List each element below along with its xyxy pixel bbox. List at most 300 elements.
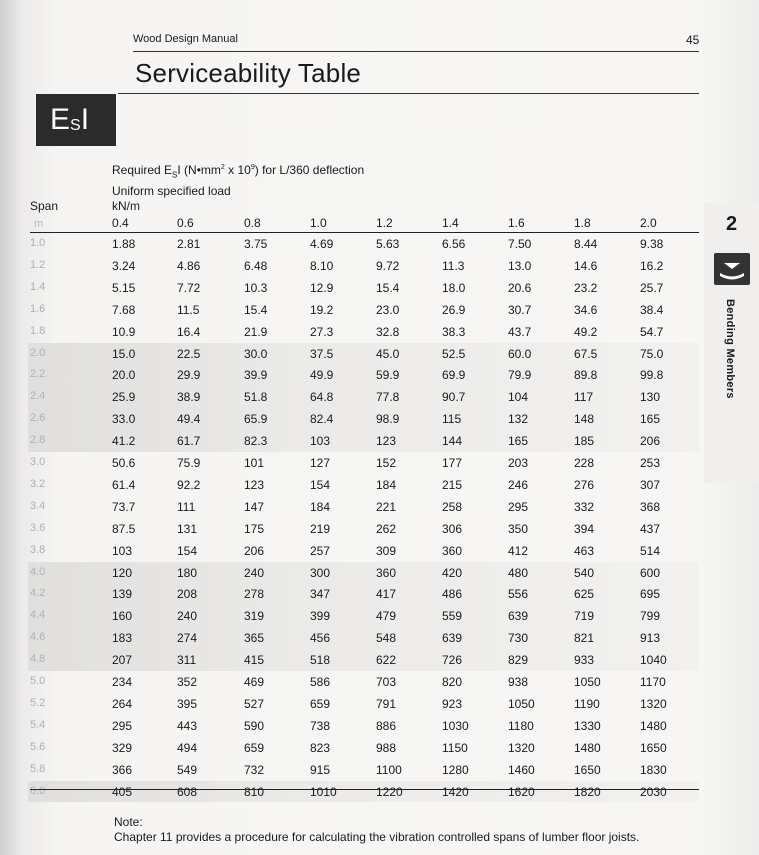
esi-value-cell: 1650	[640, 740, 667, 755]
esi-value-cell: 1.88	[112, 237, 136, 251]
esi-value-cell: 394	[574, 521, 595, 536]
table-row	[0, 562, 759, 584]
load-header-cell: 1.8	[574, 216, 591, 230]
esi-value-cell: 21.9	[244, 324, 268, 339]
esi-value-cell: 4.86	[177, 258, 201, 273]
esi-value-cell: 115	[442, 412, 462, 427]
esi-value-cell: 7.72	[177, 280, 201, 295]
load-header-cell: 0.6	[177, 216, 194, 230]
esi-value-cell: 829	[508, 653, 529, 668]
table-row	[0, 277, 759, 299]
esi-value-cell: 2.81	[177, 237, 201, 251]
esi-value-cell: 1220	[376, 784, 403, 799]
esi-value-cell: 307	[640, 477, 661, 492]
esi-value-cell: 144	[442, 434, 463, 449]
esi-value-cell: 366	[112, 762, 133, 777]
esi-value-cell: 148	[574, 412, 595, 427]
esi-value-cell: 586	[310, 675, 331, 689]
esi-value-cell: 548	[376, 631, 397, 646]
esi-value-cell: 494	[177, 740, 198, 755]
esi-value-cell: 111	[177, 499, 196, 514]
esi-value-cell: 207	[112, 653, 133, 668]
esi-value-cell: 22.5	[177, 346, 201, 361]
esi-value-cell: 1620	[508, 784, 535, 799]
esi-tab-sub: S	[70, 117, 81, 134]
esi-value-cell: 12.9	[310, 280, 334, 295]
esi-value-cell: 463	[574, 543, 595, 558]
esi-value-cell: 38.4	[640, 302, 664, 317]
esi-value-cell: 18.0	[442, 280, 466, 295]
esi-value-cell: 625	[574, 587, 595, 602]
esi-value-cell: 5.63	[376, 237, 400, 251]
esi-value-cell: 183	[112, 631, 133, 646]
esi-value-cell: 659	[310, 696, 331, 711]
load-header-cell: 1.6	[508, 216, 525, 230]
esi-value-cell: 415	[244, 653, 265, 668]
esi-value-cell: 15.0	[112, 346, 136, 361]
esi-value-cell: 518	[310, 653, 331, 668]
esi-value-cell: 203	[508, 456, 529, 470]
esi-value-cell: 730	[508, 631, 529, 646]
span-cell: 3.2	[30, 477, 46, 490]
esi-value-cell: 1330	[574, 718, 601, 733]
load-header-cell: 1.0	[310, 216, 327, 230]
table-row	[0, 386, 759, 408]
esi-value-cell: 92.2	[177, 477, 201, 492]
table-row	[0, 452, 759, 474]
esi-value-cell: 228	[574, 456, 595, 470]
esi-value-cell: 131	[177, 521, 198, 536]
esi-value-cell: 37.5	[310, 346, 334, 361]
table-row	[0, 781, 759, 803]
esi-value-cell: 54.7	[640, 324, 664, 339]
esi-value-cell: 23.0	[376, 302, 400, 317]
esi-value-cell: 933	[574, 653, 595, 668]
esi-value-cell: 886	[376, 718, 397, 733]
esi-value-cell: 8.10	[310, 258, 334, 273]
esi-value-cell: 360	[442, 543, 463, 558]
esi-value-cell: 1180	[508, 718, 534, 733]
esi-value-cell: 6.48	[244, 258, 268, 273]
esi-value-cell: 33.0	[112, 412, 136, 427]
esi-value-cell: 60.0	[508, 346, 532, 361]
esi-value-cell: 99.8	[640, 368, 664, 383]
esi-value-cell: 332	[574, 499, 595, 514]
esi-value-cell: 486	[442, 587, 463, 602]
esi-value-cell: 703	[376, 675, 397, 689]
span-cell: 4.4	[30, 609, 46, 622]
esi-value-cell: 639	[442, 631, 463, 646]
esi-value-cell: 1280	[442, 762, 469, 777]
esi-value-cell: 32.8	[376, 324, 400, 339]
esi-value-cell: 4.69	[310, 237, 334, 251]
esi-value-cell: 49.9	[310, 368, 334, 383]
esi-value-cell: 82.3	[244, 434, 268, 449]
esi-value-cell: 514	[640, 543, 661, 558]
esi-value-cell: 295	[112, 718, 133, 733]
span-cell: 1.6	[30, 302, 46, 315]
esi-value-cell: 456	[310, 631, 331, 646]
esi-value-cell: 27.3	[310, 324, 334, 339]
span-cell: 5.6	[30, 740, 46, 753]
load-label-line1: Uniform specified load	[112, 184, 231, 198]
esi-value-cell: 13.0	[508, 258, 532, 273]
table-row	[0, 737, 759, 759]
esi-value-cell: 69.9	[442, 368, 466, 383]
esi-value-cell: 9.72	[376, 258, 400, 273]
header-rule	[133, 51, 699, 52]
esi-value-cell: 10.9	[112, 324, 136, 339]
esi-value-cell: 295	[508, 499, 529, 514]
span-cell: 6.0	[30, 784, 46, 797]
span-unit: m	[34, 218, 44, 230]
esi-value-cell: 103	[112, 543, 133, 558]
esi-value-cell: 608	[177, 784, 198, 799]
esi-value-cell: 90.7	[442, 390, 466, 405]
esi-value-cell: 51.8	[244, 390, 268, 405]
required-mid: I (N•mm	[177, 163, 221, 177]
esi-value-cell: 38.9	[177, 390, 201, 405]
span-cell: 2.0	[30, 346, 46, 359]
esi-value-cell: 219	[310, 521, 331, 536]
esi-value-cell: 25.7	[640, 280, 664, 295]
table-row	[0, 474, 759, 496]
esi-tab-i: I	[80, 103, 90, 136]
page-number: 45	[686, 33, 700, 47]
span-cell: 3.8	[30, 543, 46, 556]
esi-value-cell: 399	[310, 609, 331, 624]
esi-value-cell: 719	[574, 609, 595, 624]
load-label-line2: kN/m	[112, 199, 140, 213]
esi-value-cell: 30.7	[508, 302, 532, 317]
esi-value-cell: 347	[310, 587, 331, 602]
esi-value-cell: 38.3	[442, 324, 466, 339]
esi-value-cell: 420	[442, 565, 463, 580]
esi-value-cell: 34.6	[574, 302, 598, 317]
esi-value-cell: 160	[112, 609, 133, 624]
esi-value-cell: 1100	[376, 762, 402, 777]
esi-value-cell: 1460	[508, 762, 535, 777]
esi-value-cell: 540	[574, 565, 595, 580]
esi-value-cell: 1050	[574, 675, 601, 689]
span-cell: 5.2	[30, 696, 46, 709]
esi-value-cell: 234	[112, 675, 133, 689]
esi-value-cell: 365	[244, 631, 265, 646]
esi-value-cell: 127	[310, 456, 331, 470]
esi-value-cell: 59.9	[376, 368, 400, 383]
esi-value-cell: 11.5	[177, 302, 200, 317]
esi-value-cell: 15.4	[376, 280, 400, 295]
esi-value-cell: 20.6	[508, 280, 532, 295]
esi-value-cell: 1480	[574, 740, 601, 755]
esi-value-cell: 264	[112, 696, 133, 711]
load-header-cell: 1.4	[442, 216, 459, 230]
esi-value-cell: 49.2	[574, 324, 598, 339]
esi-value-cell: 791	[376, 696, 397, 711]
esi-value-cell: 823	[310, 740, 331, 755]
esi-value-cell: 559	[442, 609, 463, 624]
load-header-cell: 1.2	[376, 216, 393, 230]
esi-value-cell: 527	[244, 696, 265, 711]
esi-value-cell: 20.0	[112, 368, 136, 383]
esi-value-cell: 262	[376, 521, 397, 536]
esi-value-cell: 75.9	[177, 456, 201, 470]
esi-value-cell: 1820	[574, 784, 601, 799]
section-title: Serviceability Table	[135, 58, 362, 88]
esi-value-cell: 1830	[640, 762, 667, 777]
esi-value-cell: 821	[574, 631, 595, 646]
esi-value-cell: 810	[244, 784, 265, 799]
esi-value-cell: 73.7	[112, 499, 136, 514]
table-row	[0, 364, 759, 386]
esi-value-cell: 154	[177, 543, 198, 558]
span-cell: 3.4	[30, 499, 46, 512]
esi-value-cell: 360	[376, 565, 397, 580]
esi-value-cell: 480	[508, 565, 529, 580]
esi-value-cell: 39.9	[244, 368, 268, 383]
note-text: Chapter 11 provides a procedure for calculating the vibration controlled spans of lumber floor joists.	[114, 830, 640, 844]
esi-value-cell: 61.7	[177, 434, 201, 449]
span-cell: 5.4	[30, 718, 46, 731]
esi-value-cell: 75.0	[640, 346, 664, 361]
esi-value-cell: 7.50	[508, 237, 532, 251]
required-mid2: x 10	[224, 163, 251, 177]
table-row	[0, 649, 759, 671]
esi-value-cell: 25.9	[112, 390, 136, 405]
esi-value-cell: 3.24	[112, 258, 136, 273]
load-header-cell: 0.4	[112, 216, 129, 230]
esi-value-cell: 1170	[640, 675, 666, 689]
table-row	[0, 408, 759, 430]
required-sup2: 9	[250, 164, 255, 171]
esi-tab-e: E	[50, 103, 71, 136]
esi-value-cell: 8.44	[574, 237, 598, 251]
esi-value-cell: 11.3	[442, 258, 465, 273]
table-row	[0, 496, 759, 518]
required-prefix: Required E	[112, 163, 173, 177]
esi-value-cell: 469	[244, 675, 265, 689]
esi-value-cell: 82.4	[310, 412, 334, 427]
esi-value-cell: 175	[244, 521, 265, 536]
esi-value-cell: 726	[442, 653, 463, 668]
required-suffix: ) for L/360 deflection	[254, 163, 365, 177]
chapter-number: 2	[725, 213, 738, 235]
esi-value-cell: 14.6	[574, 258, 598, 273]
esi-value-cell: 1420	[442, 784, 469, 799]
esi-value-cell: 6.56	[442, 237, 466, 251]
esi-value-cell: 147	[244, 499, 265, 514]
load-label	[112, 184, 231, 214]
esi-value-cell: 240	[177, 609, 198, 624]
esi-value-cell: 206	[640, 434, 661, 449]
esi-value-cell: 98.9	[376, 412, 400, 427]
span-cell: 1.0	[30, 237, 46, 249]
esi-value-cell: 64.8	[310, 390, 334, 405]
esi-value-cell: 1050	[508, 696, 535, 711]
span-cell: 5.8	[30, 762, 46, 775]
esi-value-cell: 1010	[310, 784, 337, 799]
esi-value-cell: 50.6	[112, 456, 136, 470]
esi-value-cell: 221	[376, 499, 397, 514]
esi-value-cell: 215	[442, 477, 463, 492]
span-cell: 1.8	[30, 324, 46, 337]
span-cell: 1.2	[30, 258, 46, 271]
esi-value-cell: 184	[376, 477, 397, 492]
esi-value-cell: 152	[376, 456, 397, 470]
esi-value-cell: 43.7	[508, 324, 532, 339]
table-row	[0, 299, 759, 321]
esi-value-cell: 104	[508, 390, 529, 405]
span-cell: 4.2	[30, 587, 46, 600]
table-row	[0, 671, 759, 693]
esi-value-cell: 123	[376, 434, 397, 449]
esi-value-cell: 154	[310, 477, 331, 492]
esi-value-cell: 820	[442, 675, 463, 689]
title-rule	[118, 93, 699, 94]
span-cell: 3.6	[30, 521, 46, 534]
esi-value-cell: 177	[442, 456, 463, 470]
span-cell: 2.2	[30, 368, 46, 381]
table-row	[0, 321, 759, 343]
esi-value-cell: 185	[574, 434, 595, 449]
esi-value-cell: 306	[442, 521, 463, 536]
span-cell: 4.6	[30, 631, 46, 644]
esi-section-tab	[36, 94, 116, 146]
esi-value-cell: 184	[310, 499, 331, 514]
table-row	[0, 255, 759, 277]
esi-value-cell: 77.8	[376, 390, 400, 405]
table-row	[0, 605, 759, 627]
esi-value-cell: 639	[508, 609, 529, 624]
esi-value-cell: 79.9	[508, 368, 532, 383]
esi-value-cell: 120	[112, 565, 133, 580]
esi-value-cell: 300	[310, 565, 331, 580]
esi-value-cell: 659	[244, 740, 265, 755]
table-row	[0, 693, 759, 715]
esi-value-cell: 732	[244, 762, 265, 777]
esi-value-cell: 139	[112, 587, 133, 602]
esi-value-cell: 405	[112, 784, 133, 799]
span-cell: 2.6	[30, 412, 46, 425]
esi-value-cell: 29.9	[177, 368, 201, 383]
esi-value-cell: 180	[177, 565, 198, 580]
load-header-cell: 0.8	[244, 216, 261, 230]
esi-value-cell: 695	[640, 587, 661, 602]
esi-value-cell: 276	[574, 477, 595, 492]
span-cell: 2.4	[30, 390, 46, 403]
table-row	[0, 540, 759, 562]
esi-value-cell: 89.8	[574, 368, 598, 383]
esi-value-cell: 915	[310, 762, 331, 777]
esi-value-cell: 52.5	[442, 346, 466, 361]
esi-value-cell: 417	[376, 587, 397, 602]
esi-value-cell: 7.68	[112, 302, 136, 317]
esi-value-cell: 16.2	[640, 258, 664, 273]
chapter-name: Bending Members	[724, 299, 736, 399]
span-cell: 4.0	[30, 565, 46, 578]
span-cell: 1.4	[30, 280, 46, 293]
esi-value-cell: 799	[640, 609, 661, 624]
load-header-cell: 2.0	[640, 216, 657, 230]
esi-value-cell: 2030	[640, 784, 667, 799]
esi-value-cell: 938	[508, 675, 529, 689]
span-cell: 2.8	[30, 434, 46, 447]
table-row	[0, 518, 759, 540]
book-title: Wood Design Manual	[133, 33, 238, 45]
esi-value-cell: 319	[244, 609, 265, 624]
esi-value-cell: 23.2	[574, 280, 598, 295]
table-row	[0, 583, 759, 605]
esi-value-cell: 1030	[442, 718, 469, 733]
esi-value-cell: 622	[376, 653, 397, 668]
esi-value-cell: 87.5	[112, 521, 136, 536]
esi-value-cell: 130	[640, 390, 661, 405]
esi-value-cell: 16.4	[177, 324, 201, 339]
span-cell: 4.8	[30, 653, 46, 666]
esi-value-cell: 1480	[640, 718, 667, 733]
table-row	[0, 430, 759, 452]
esi-value-cell: 600	[640, 565, 661, 580]
table-row	[0, 233, 759, 255]
esi-value-cell: 352	[177, 675, 198, 689]
esi-value-cell: 165	[508, 434, 529, 449]
esi-value-cell: 103	[310, 434, 331, 449]
esi-value-cell: 15.4	[244, 302, 268, 317]
table-row	[0, 343, 759, 365]
table-bottom-rule	[30, 789, 699, 790]
esi-value-cell: 165	[640, 412, 661, 427]
esi-value-cell: 240	[244, 565, 265, 580]
esi-value-cell: 368	[640, 499, 661, 514]
esi-value-cell: 412	[508, 543, 529, 558]
esi-value-cell: 101	[244, 456, 265, 470]
esi-value-cell: 1320	[508, 740, 535, 755]
esi-value-cell: 9.38	[640, 237, 664, 251]
esi-value-cell: 206	[244, 543, 265, 558]
esi-value-cell: 41.2	[112, 434, 136, 449]
esi-value-cell: 253	[640, 456, 661, 470]
esi-value-cell: 19.2	[310, 302, 334, 317]
esi-value-cell: 5.15	[112, 280, 136, 295]
esi-value-cell: 479	[376, 609, 397, 624]
esi-value-cell: 49.4	[177, 412, 201, 427]
span-label: Span	[30, 199, 59, 213]
esi-value-cell: 208	[177, 587, 198, 602]
esi-value-cell: 309	[376, 543, 397, 558]
required-esi-label	[112, 163, 364, 179]
esi-value-cell: 350	[508, 521, 529, 536]
esi-value-cell: 246	[508, 477, 529, 492]
esi-value-cell: 913	[640, 631, 661, 646]
esi-value-cell: 258	[442, 499, 463, 514]
table-row	[0, 715, 759, 737]
esi-value-cell: 738	[310, 718, 331, 733]
esi-value-cell: 123	[244, 477, 265, 492]
esi-value-cell: 45.0	[376, 346, 400, 361]
span-cell: 3.0	[30, 456, 46, 468]
esi-value-cell: 549	[177, 762, 198, 777]
esi-value-cell: 3.75	[244, 237, 268, 251]
esi-value-cell: 590	[244, 718, 265, 733]
table-row	[0, 627, 759, 649]
esi-value-cell: 26.9	[442, 302, 466, 317]
esi-value-cell: 278	[244, 587, 265, 602]
esi-value-cell: 311	[177, 653, 197, 668]
esi-value-cell: 61.4	[112, 477, 136, 492]
esi-value-cell: 556	[508, 587, 529, 602]
esi-value-cell: 1650	[574, 762, 601, 777]
esi-value-cell: 67.5	[574, 346, 598, 361]
